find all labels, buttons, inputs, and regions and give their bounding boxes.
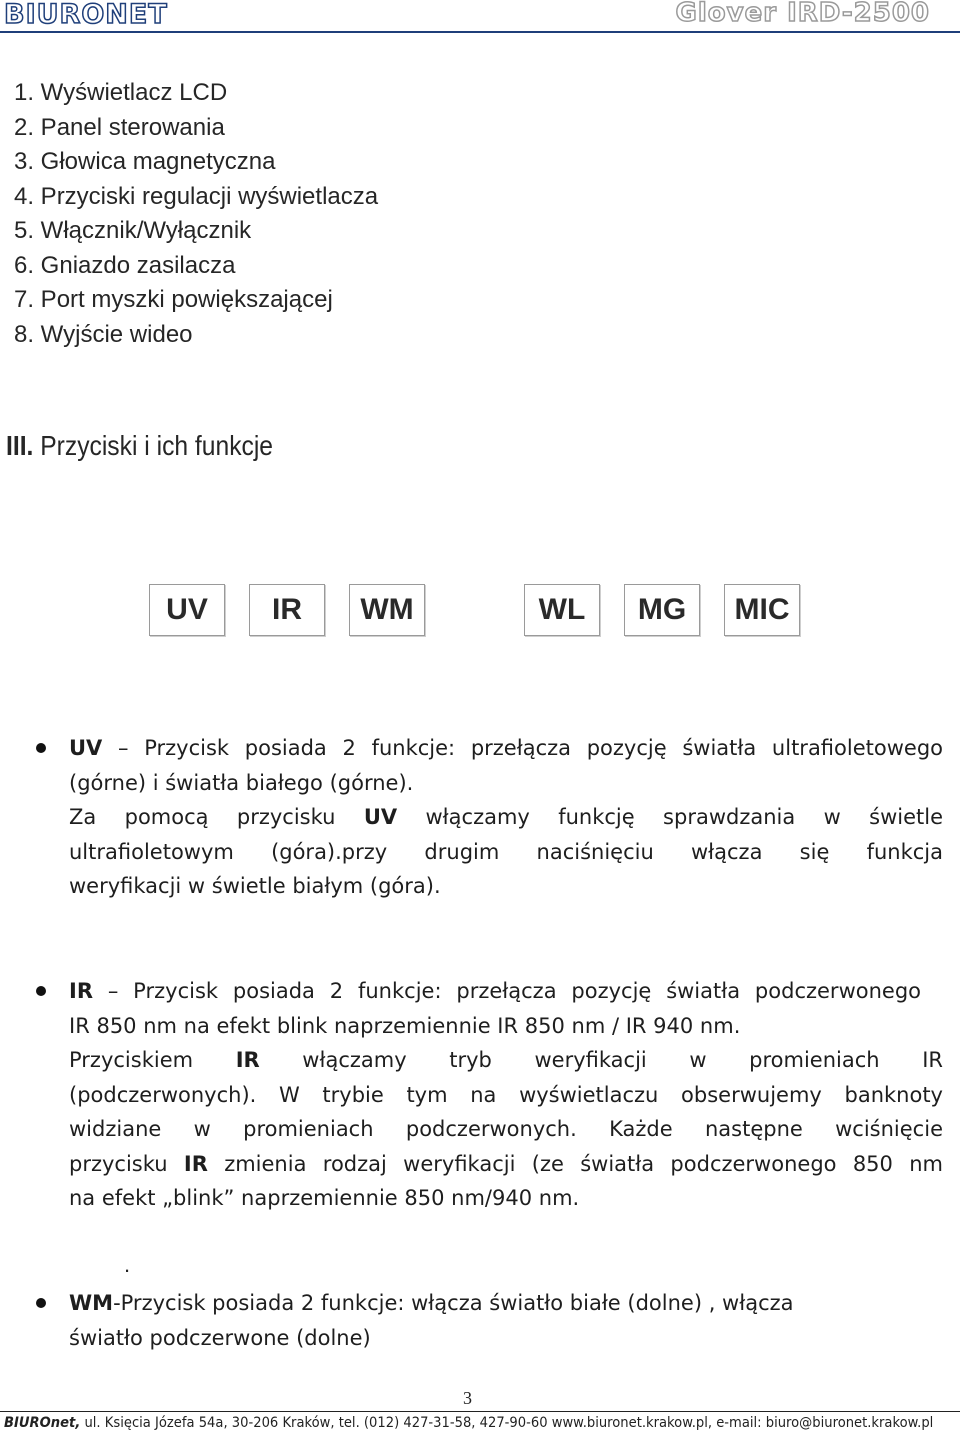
uv-key: UV bbox=[69, 736, 103, 760]
company-logo: BIURONET bbox=[4, 0, 168, 30]
uv-line-2: (górne) i światła białego (górne). bbox=[69, 770, 414, 795]
list-item: 4. Przyciski regulacji wyświetlacza bbox=[14, 182, 379, 210]
uv-key-inline: UV bbox=[363, 805, 398, 829]
footer-company: BIUROnet, bbox=[4, 1415, 81, 1431]
footer-details: ul. Księcia Józefa 54a, 30-206 Kraków, tel. (012) 427-31-58, 427-90-60 www.biuronet.krakow.pl, e-mail: biuro@biuronet.krakow.pl bbox=[80, 1415, 934, 1431]
bullet-icon bbox=[36, 1298, 46, 1308]
separator-dot: . bbox=[124, 1252, 131, 1277]
uv-description bbox=[69, 731, 943, 904]
mic-button-illustration: MIC bbox=[724, 584, 800, 636]
ir-line-3 bbox=[69, 1043, 943, 1078]
bullet-icon bbox=[36, 986, 46, 996]
list-item: 1. Wyświetlacz LCD bbox=[14, 79, 228, 106]
bullet-icon bbox=[36, 743, 46, 753]
ir-line-6 bbox=[69, 1147, 943, 1182]
uv-line-1-text: – Przycisk posiada 2 funkcje: przełącza pozycję światła ultrafioletowego bbox=[102, 736, 943, 760]
uv-button-illustration: UV bbox=[149, 584, 225, 636]
ir-line-7: na efekt „blink” naprzemiennie 850 nm/940 nm. bbox=[69, 1186, 580, 1210]
list-item: 5. Włącznik/Wyłącznik bbox=[14, 217, 252, 244]
ir-line-6-pre: przycisku bbox=[69, 1151, 184, 1176]
list-item: 8. Wyjście wideo bbox=[14, 320, 193, 348]
wm-key: WM bbox=[69, 1291, 114, 1315]
ir-description bbox=[69, 974, 921, 1009]
page-footer bbox=[4, 1415, 933, 1431]
list-item: 6. Gniazdo zasilacza bbox=[14, 251, 236, 279]
section-number: III. bbox=[6, 430, 34, 461]
uv-line-4: ultrafioletowym (góra).przy drugim naciśnięciu włącza się funkcja bbox=[69, 839, 943, 864]
list-item: 2. Panel sterowania bbox=[14, 113, 225, 141]
uv-line-3-pre: Za pomocą przycisku bbox=[69, 805, 364, 829]
ir-line-6-post: zmienia rodzaj weryfikacji (ze światła podczerwonego 850 nm bbox=[207, 1151, 943, 1176]
header-divider bbox=[0, 31, 960, 33]
ir-key-inline: IR bbox=[235, 1048, 260, 1072]
ir-line-3-pre: Przyciskiem bbox=[69, 1048, 236, 1072]
ir-key-inline-2: IR bbox=[183, 1151, 208, 1176]
page-header bbox=[0, 0, 960, 34]
page-number: 3 bbox=[463, 1388, 472, 1408]
ir-line-1 bbox=[69, 974, 921, 1009]
mg-button-illustration: MG bbox=[624, 584, 700, 636]
uv-line-5: weryfikacji w świetle białym (góra). bbox=[69, 874, 441, 898]
ir-line-2: IR 850 nm na efekt blink naprzemiennie IR 850 nm / IR 940 nm. bbox=[69, 1013, 741, 1038]
section-heading bbox=[6, 430, 273, 462]
uv-line-3 bbox=[69, 800, 943, 835]
ir-line-1-text: – Przycisk posiada 2 funkcje: przełącza pozycję światła podczerwonego bbox=[92, 979, 921, 1003]
uv-line-1 bbox=[69, 731, 943, 766]
product-model-title: Glover IRD-2500 bbox=[675, 0, 930, 28]
wm-line-1 bbox=[69, 1286, 943, 1321]
wm-line-2: światło podczerwone (dolne) bbox=[69, 1325, 371, 1350]
ir-line-5: widziane w promieniach podczerwonych. Każde następne wciśnięcie bbox=[69, 1117, 943, 1141]
parts-list bbox=[14, 76, 378, 352]
list-item: 7. Port myszki powiększającej bbox=[14, 286, 333, 313]
ir-key: IR bbox=[69, 979, 93, 1003]
wm-description bbox=[69, 1286, 943, 1355]
wm-button-illustration: WM bbox=[349, 584, 425, 636]
wm-line-1-text: -Przycisk posiada 2 funkcje: włącza światło białe (dolne) , włącza bbox=[113, 1291, 794, 1315]
ir-button-illustration: IR bbox=[249, 584, 325, 636]
wl-button-illustration: WL bbox=[524, 584, 600, 636]
ir-line-3-post: włączamy tryb weryfikacji w promieniach IR bbox=[259, 1048, 943, 1072]
uv-line-3-post: włączamy funkcję sprawdzania w świetle bbox=[397, 805, 943, 829]
ir-description-cont bbox=[69, 1009, 943, 1216]
footer-divider bbox=[0, 1411, 960, 1412]
ir-line-4: (podczerwonych). W trybie tym na wyświetlaczu obserwujemy banknoty bbox=[69, 1082, 943, 1107]
section-title-text: Przyciski i ich funkcje bbox=[40, 430, 274, 461]
list-item: 3. Głowica magnetyczna bbox=[14, 148, 276, 175]
